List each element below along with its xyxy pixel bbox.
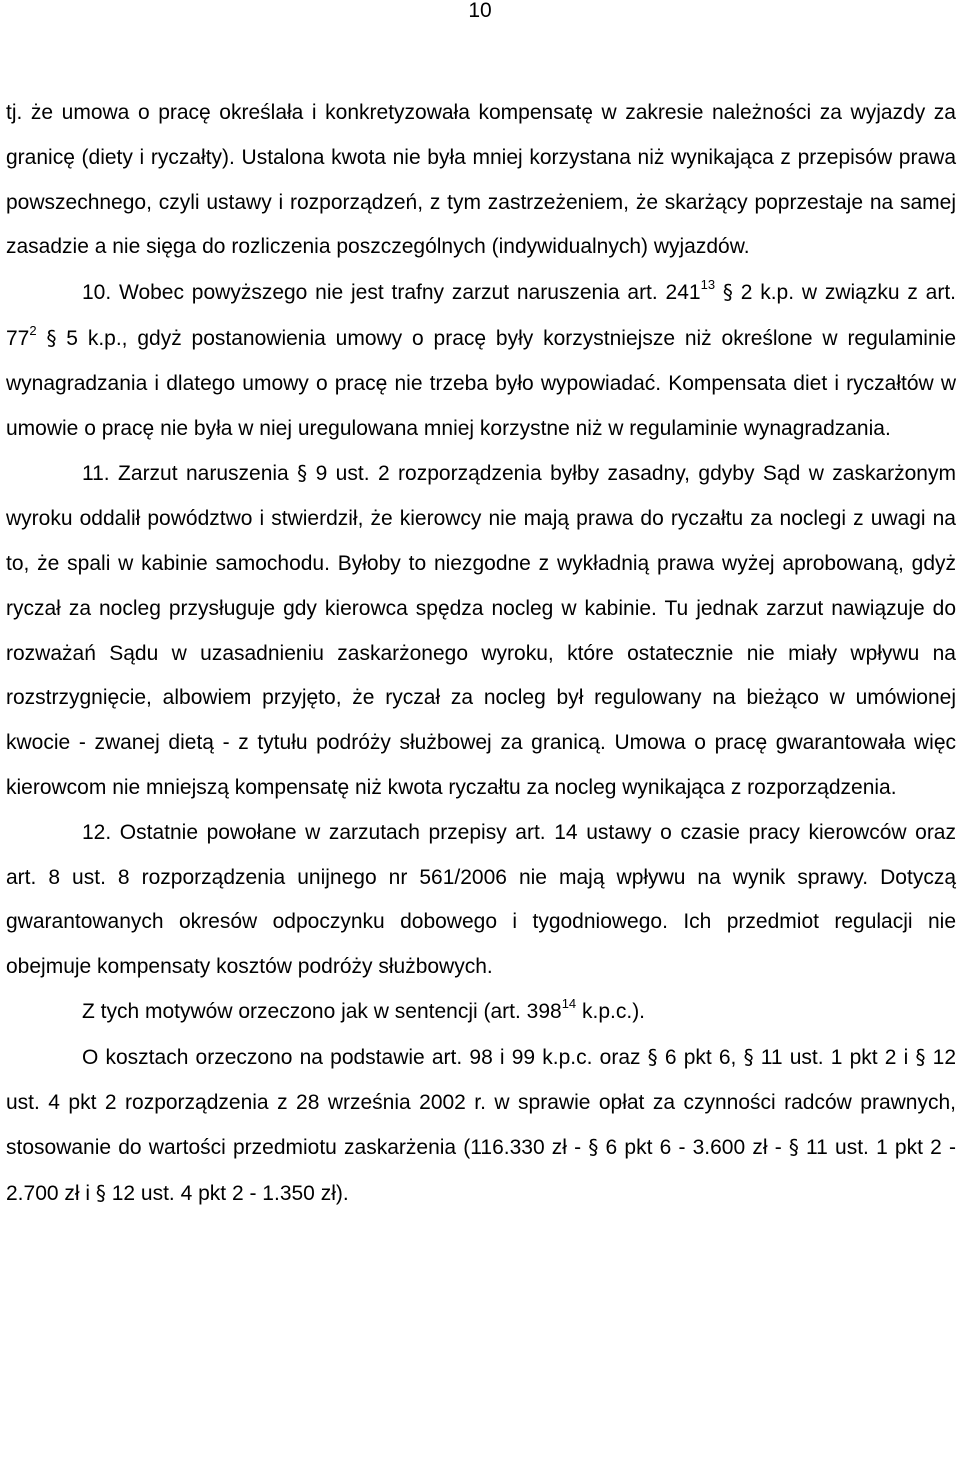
section-sign-icon: § [95, 1181, 106, 1206]
paragraph-12: 12. Ostatnie powołane w zarzutach przepisy art. 14 ustawy o czasie pracy kierowców oraz art. 8 ust. 8 rozporządzenia unijnego nr 561/2006 nie mają wpływu na wynik sprawy. Dotyczą gwarantowanych okresów odpoczynku dobowego i tygodniowego. Ich przedmiot regulacji nie obejmuje kompensaty kosztów podróży służbowych. [6, 820, 956, 979]
section-sign-icon: § [743, 1044, 754, 1069]
document-body [6, 91, 956, 1217]
paragraph-10: 10. Wobec powyższego nie jest trafny zarzut naruszenia art. $241^{13}$ § 2 k.p. w związku z art. $77^2$ § 5 k.p., gdyż postanowienia umowy o pracę były korzystniejsze niż określone w regulaminie wynagradzania i dlatego umowy o pracę nie trzeba było wypowiadać. Kompensata diet i ryczałtów w umowie o pracę nie była w niej uregulowana mniej korzystne niż w regulaminie wynagradzania. [6, 277, 957, 440]
paragraph-costs: O kosztach orzeczono na podstawie art. 98 i 99 k.p.c. oraz § 6 pkt 6, § 11 ust. 1 pkt 2 i § 12 ust. 4 pkt 2 rozporządzenia z 28 września 2002 r. w sprawie opłat za czynności radców prawnych, stosowanie do wartości przedmiotu zaskarżenia (116.330 zł - § 6 pkt 6 - 3.600 zł - § 11 ust. 1 pkt 2 - 2.700 zł i § 12 ust. 4 pkt 2 - 1.350 zł). [6, 1044, 956, 1206]
section-sign-icon: § [722, 280, 733, 305]
page-number: 10 [468, 0, 492, 22]
paragraph-1: tj. że umowa o pracę określała i konkretyzowała kompensatę w zakresie należności za wyjazdy za granicę (diety i ryczałty). Ustalona kwota nie była mniej korzystana niż wynikająca z przepisów prawa powszechnego, czyli ustawy i rozporządzeń, z tym zastrzeżeniem, że skarżący poprzestaje na samej zasadzie a nie sięga do rozliczenia poszczególnych (indywidualnych) wyjazdów. [6, 101, 956, 259]
section-sign-icon: § [588, 1135, 599, 1160]
section-sign-icon: § [46, 325, 57, 350]
paragraph-motives: Z tych motywów orzeczono jak w sentencji (art. $398^{14}$ k.p.c.). [82, 995, 646, 1023]
section-sign-icon: § [915, 1044, 926, 1069]
section-sign-icon: § [788, 1135, 799, 1160]
paragraph-11: 11. Zarzut naruszenia § 9 ust. 2 rozporządzenia byłby zasadny, gdyby Sąd w zaskarżonym wyroku oddalił powództwo i stwierdził, że kierowcy nie mają prawa do ryczałtu za noclegi z uwagi na to, że spali w kabinie samochodu. Byłoby to niezgodne z wykładnią prawa wyżej aprobowaną, gdyż ryczał za nocleg przysługuje gdy kierowca spędza nocleg w kabinie. Tu jednak zarzut nawiązuje do rozważań Sądu w uzasadnieniu zaskarżonego wyroku, które ostatecznie nie miały wpływu na rozstrzygnięcie, albowiem przyjęto, że ryczał za nocleg był regulowany na bieżąco w umówionej kwocie - zwanej dietą - z tytułu podróży służbowej za granicą. Umowa o pracę gwarantowała więc kierowcom nie mniejszą kompensatę niż kwota ryczałtu za nocleg wynikająca z rozporządzenia. [6, 461, 956, 799]
section-sign-icon: § [297, 461, 308, 486]
section-sign-icon: § [647, 1044, 658, 1069]
